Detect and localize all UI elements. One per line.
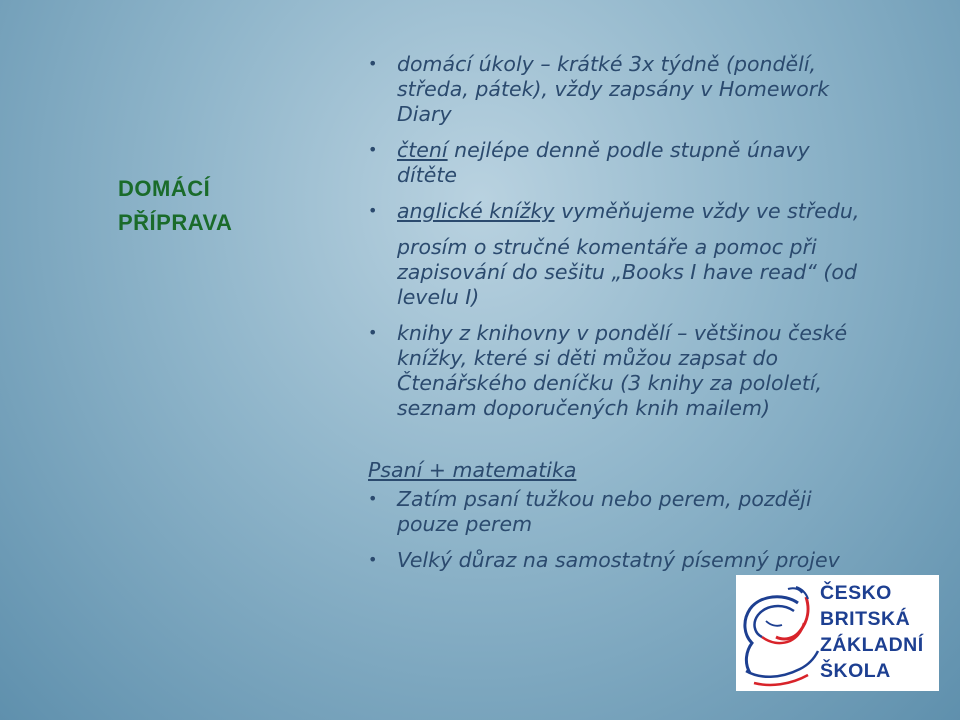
bullet-list-library bbox=[368, 321, 868, 421]
bullet-list-writing bbox=[368, 487, 868, 573]
comments-paragraph: prosím o stručné komentáře a pomoc při zapisování do sešitu „Books I have read“ (od levelu I) bbox=[397, 235, 857, 309]
bullet-writing-pen: • Zatím psaní tužkou nebo perem, později pouze perem bbox=[368, 487, 868, 537]
title-line-2: PŘÍPRAVA bbox=[118, 210, 233, 235]
bullet-list-homework bbox=[368, 52, 868, 224]
slide-title bbox=[118, 172, 318, 240]
bullet-english-books: • anglické knížky vyměňujeme vždy ve středu, bbox=[368, 199, 868, 224]
logo-line-4: ŠKOLA bbox=[820, 660, 891, 682]
logo-line-2: BRITSKÁ bbox=[820, 608, 911, 630]
reading-underlined: čtení bbox=[397, 138, 448, 162]
logo-text bbox=[820, 580, 938, 684]
lion-emblem-icon bbox=[736, 575, 826, 691]
slide-content bbox=[368, 52, 868, 584]
bullet-library-books: • knihy z knihovny v pondělí – většinou české knížky, které si děti můžou zapsat do Čtenářského deníčku (3 knihy za pololetí, seznam doporučených knih mailem) bbox=[368, 321, 868, 421]
bullet-homework: • domácí úkoly – krátké 3x týdně (pondělí, středa, pátek), vždy zapsány v Homework Diary bbox=[368, 52, 868, 127]
logo-line-1: ČESKO bbox=[820, 582, 892, 604]
bullet-reading: • čtení nejlépe denně podle stupně únavy dítěte bbox=[368, 138, 868, 188]
bullet-written-expression: • Velký důraz na samostatný písemný projev bbox=[368, 548, 868, 573]
english-books-underlined: anglické knížky bbox=[397, 199, 555, 223]
school-logo bbox=[736, 575, 939, 691]
title-line-1: DOMÁCÍ bbox=[118, 176, 211, 201]
section-heading-writing-math: Psaní + matematika bbox=[368, 458, 577, 482]
logo-line-3: ZÁKLADNÍ bbox=[820, 634, 924, 656]
